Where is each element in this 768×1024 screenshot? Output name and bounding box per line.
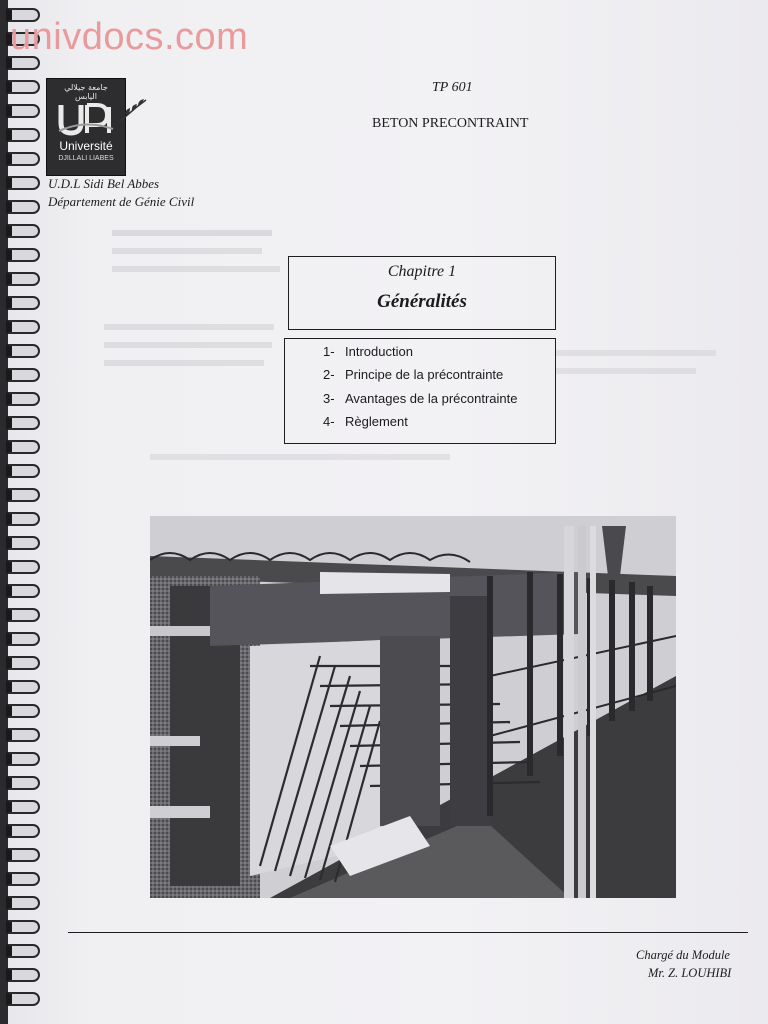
binding-ring: [6, 176, 40, 190]
binding-ring: [6, 872, 40, 886]
department-name: Département de Génie Civil: [48, 194, 195, 209]
binding-ring: [6, 104, 40, 118]
binding-ring: [6, 560, 40, 574]
show-through-text: [150, 448, 450, 468]
contents-item-label: Introduction: [345, 344, 413, 359]
contents-item-label: Avantages de la précontrainte: [345, 391, 518, 406]
binding-ring: [6, 848, 40, 862]
university-logo: [46, 78, 126, 176]
binding-ring: [6, 824, 40, 838]
binding-ring: [6, 224, 40, 238]
prestressed-beam-formwork-image: [150, 516, 676, 898]
contents-item-label: Principe de la précontrainte: [345, 367, 504, 382]
chapter-box: [288, 256, 556, 330]
binding-ring: [6, 416, 40, 430]
binding-ring: [6, 944, 40, 958]
binding-ring: [6, 632, 40, 646]
binding-ring: [6, 464, 40, 478]
university-name: U.D.L Sidi Bel Abbes: [48, 176, 160, 191]
construction-photo: [150, 516, 676, 898]
binding-ring: [6, 536, 40, 550]
binding-ring: [6, 368, 40, 382]
binding-ring: [6, 920, 40, 934]
leaf-icon: [118, 96, 148, 126]
binding-ring: [6, 200, 40, 214]
binding-ring: [6, 296, 40, 310]
chapter-title: Généralités: [377, 291, 467, 312]
binding-ring: [6, 320, 40, 334]
contents-item: [323, 391, 518, 406]
binding-ring: [6, 752, 40, 766]
contents-item: [323, 367, 503, 382]
binding-ring: [6, 968, 40, 982]
contents-item-number: 3-: [323, 391, 335, 406]
module-role: Chargé du Module: [636, 948, 730, 962]
binding-ring: [6, 440, 40, 454]
binding-ring: [6, 776, 40, 790]
binding-ring: [6, 896, 40, 910]
binding-ring: [6, 512, 40, 526]
contents-item-label: Règlement: [345, 414, 408, 429]
binding-ring: [6, 608, 40, 622]
binding-ring: [6, 392, 40, 406]
binding-ring: [6, 992, 40, 1006]
show-through-text: [112, 226, 282, 286]
binding-ring: [6, 680, 40, 694]
binding-ring: [6, 128, 40, 142]
contents-item: [323, 414, 408, 429]
binding-ring: [6, 656, 40, 670]
course-code: TP 601: [432, 80, 473, 95]
chapter-number: Chapitre 1: [387, 263, 457, 280]
contents-item-number: 2-: [323, 367, 335, 382]
binding-ring: [6, 488, 40, 502]
footer-divider: [68, 932, 748, 933]
logo-arabic-text: جامعة جيلالي اليابس: [64, 83, 108, 101]
watermark: univdocs.com: [10, 16, 249, 58]
binding-ring: [6, 728, 40, 742]
binding-ring: [6, 248, 40, 262]
contents-item: [323, 344, 413, 359]
binding-ring: [6, 344, 40, 358]
binding-ring: [6, 704, 40, 718]
contents-item-number: 1-: [323, 344, 335, 359]
course-subject: BETON PRECONTRAINT: [372, 116, 529, 131]
binding-ring: [6, 152, 40, 166]
show-through-text: [556, 340, 726, 400]
logo-name: Université: [59, 139, 113, 153]
binding-ring: [6, 800, 40, 814]
binding-ring: [6, 80, 40, 94]
logo-subtitle: DJILLALI LIABES: [58, 155, 114, 162]
spiral-binding: [0, 0, 48, 1024]
contents-item-number: 4-: [323, 414, 335, 429]
logo-emblem-icon: [57, 101, 115, 137]
show-through-text: [104, 320, 274, 380]
binding-ring: [6, 272, 40, 286]
module-author: Mr. Z. LOUHIBI: [648, 966, 732, 980]
binding-ring: [6, 584, 40, 598]
contents-box: [284, 338, 556, 444]
